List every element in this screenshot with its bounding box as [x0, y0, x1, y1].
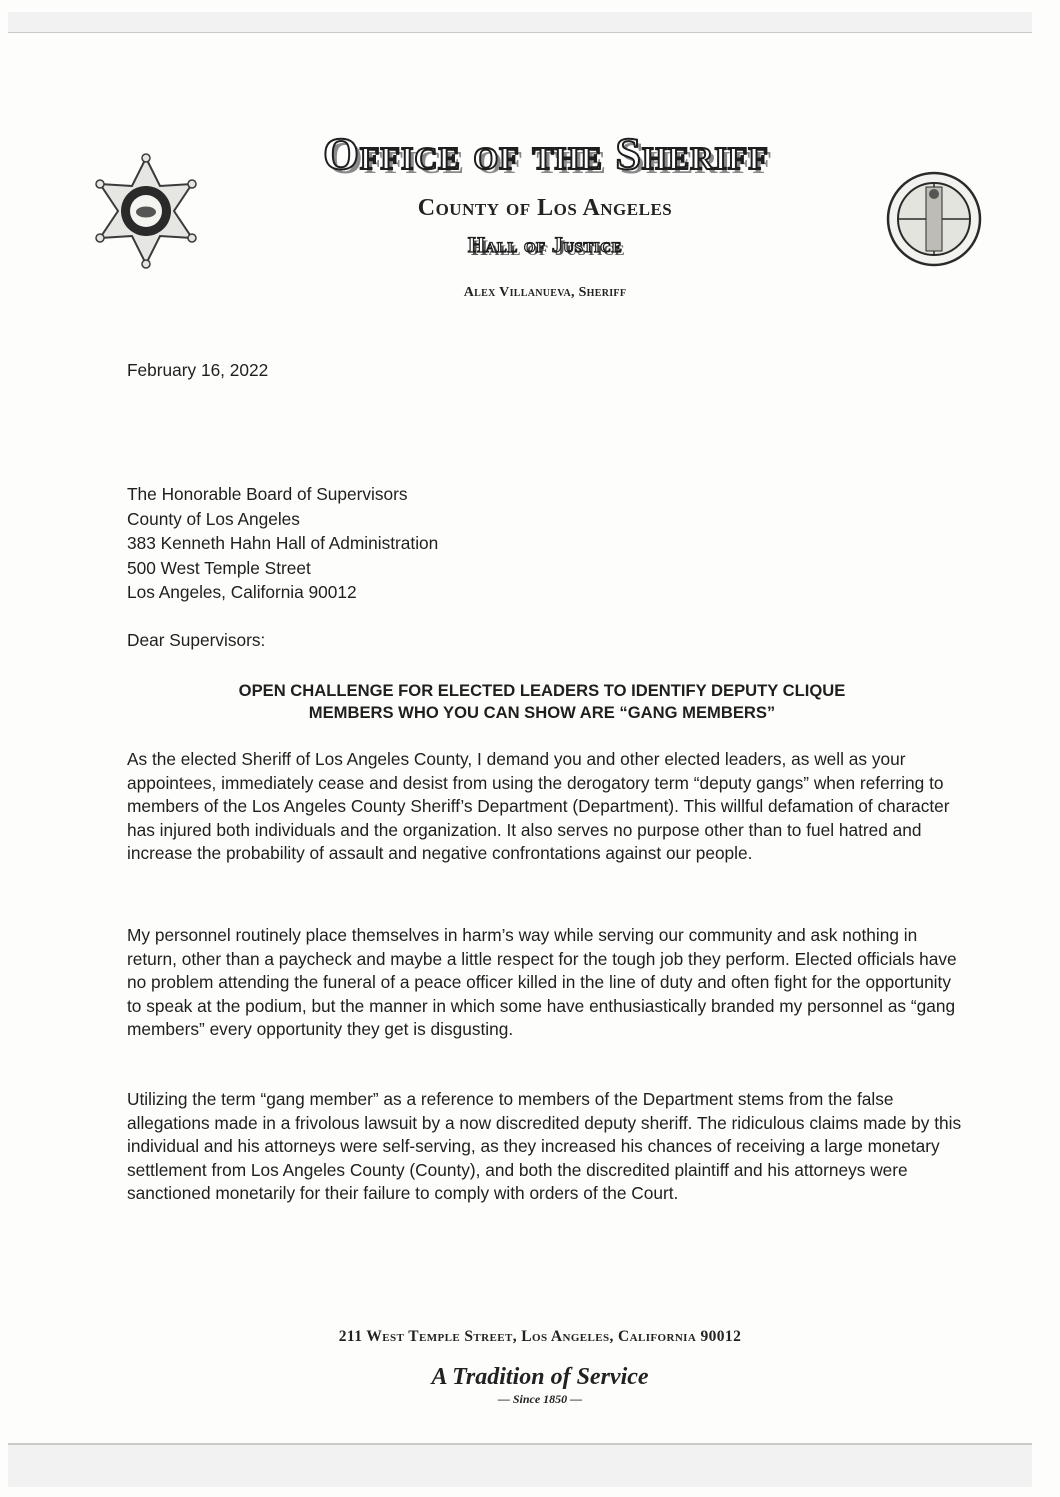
paragraph: As the elected Sheriff of Los Angeles County, I demand you and other elected leaders, as well as your appointees, immediately cease and desist from using the derogatory term “deputy gangs” when referring to members of the Los Angeles County Sheriff’s Department (Department). This willful defamation of character has injured both individuals and the organization. It also serves no purpose other than to fuel hatred and increase the probability of assault and negative confrontations against our people.	[127, 749, 950, 863]
subject-heading	[127, 680, 957, 724]
paragraph: Utilizing the term “gang member” as a reference to members of the Department stems from the false allegations made in a frivolous lawsuit by a now discredited deputy sheriff. The ridiculous claims made by this individual and his attorneys were self-serving, as they increased his chances of receiving a large monetary settlement from Los Angeles County (County), and both the discredited plaintiff and his attorneys were sanctioned monetarily for their failure to comply with orders of the Court.	[127, 1089, 962, 1203]
letter-date: February 16, 2022	[127, 360, 269, 380]
footer-since: — Since 1850 —	[497, 1392, 583, 1406]
recipient-line: Los Angeles, California 90012	[127, 582, 357, 602]
recipient-line: 383 Kenneth Hahn Hall of Administration	[127, 533, 439, 553]
recipient-line: The Honorable Board of Supervisors	[127, 484, 408, 504]
sheriff-star-badge-icon	[90, 152, 202, 270]
salutation: Dear Supervisors:	[127, 630, 266, 650]
subject-line: MEMBERS WHO YOU CAN SHOW ARE “GANG MEMBERS”	[308, 703, 776, 722]
recipient-address	[127, 483, 967, 606]
county-seal-icon	[878, 170, 990, 268]
building-name: Hall of Justice	[467, 232, 623, 257]
footer-motto: A Tradition of Service	[431, 1364, 649, 1390]
sheriff-name: Alex Villanueva, Sheriff	[463, 285, 627, 300]
recipient-line: County of Los Angeles	[127, 508, 300, 529]
scan-top-edge	[8, 12, 1032, 33]
paragraph: My personnel routinely place themselves in harm’s way while serving our community and ask nothing in return, other than a paycheck and maybe a little respect for the tough job they perform. Elected officials have no problem attending the funeral of a peace officer killed in the line of duty and often fight for the opportunity to speak at the podium, but the manner in which some have enthusiastically branded my personnel as “gang members” every opportunity they get is disgusting.	[127, 925, 957, 1039]
recipient-line: 500 West Temple Street	[127, 557, 311, 578]
letterhead-title: Office of the Sheriff	[323, 128, 769, 179]
footer-address: 211 West Temple Street, Los Angeles, California 90012	[338, 1328, 742, 1345]
scan-bottom-edge	[8, 1443, 1032, 1487]
subject-line: OPEN CHALLENGE FOR ELECTED LEADERS TO IDENTIFY DEPUTY CLIQUE	[238, 681, 846, 700]
county-name: County of Los Angeles	[417, 195, 673, 221]
